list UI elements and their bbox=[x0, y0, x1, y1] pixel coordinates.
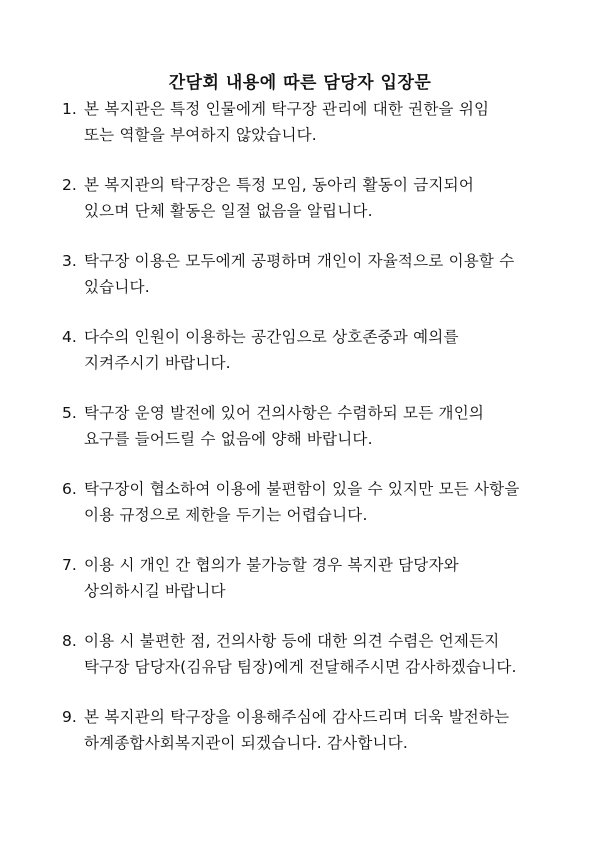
statement-item-9 bbox=[62, 704, 542, 756]
statement-item-2 bbox=[62, 172, 542, 224]
item-text-line: 다수의 인원이 이용하는 공간임으로 상호존중과 예의를 bbox=[84, 328, 459, 346]
document-title: 간담회 내용에 따른 담당자 입장문 bbox=[168, 73, 432, 93]
statement-item-6 bbox=[62, 476, 542, 528]
item-text-line: 탁구장 운영 발전에 있어 건의사항은 수렴하되 모든 개인의 bbox=[84, 404, 485, 422]
item-text-line: 탁구장이 협소하여 이용에 불편함이 있을 수 있지만 모든 사항을 bbox=[84, 480, 520, 498]
item-text-line: 본 복지관의 탁구장은 특정 모임, 동아리 활동이 금지되어 bbox=[84, 176, 474, 194]
statement-item-8 bbox=[62, 628, 542, 680]
item-number: 3. bbox=[62, 252, 77, 270]
item-text-line: 본 복지관의 탁구장을 이용해주심에 감사드리며 더욱 발전하는 bbox=[84, 708, 510, 726]
item-number: 5. bbox=[62, 404, 77, 422]
item-text-line: 지켜주시기 바랍니다. bbox=[84, 354, 231, 372]
statement-item-5 bbox=[62, 400, 542, 452]
item-text-line: 탁구장 담당자(김유담 팀장)에게 전달해주시면 감사하겠습니다. bbox=[84, 658, 517, 676]
statement-item-3 bbox=[62, 248, 542, 300]
item-text-line: 본 복지관은 특정 인물에게 탁구장 관리에 대한 권한을 위임 bbox=[84, 100, 490, 118]
item-text-line: 요구를 들어드릴 수 없음에 양해 바랍니다. bbox=[84, 430, 373, 448]
statement-item-7 bbox=[62, 552, 542, 604]
statement-item-1 bbox=[62, 96, 542, 148]
item-text-line: 있습니다. bbox=[84, 278, 150, 296]
item-text-line: 상의하시길 바랍니다 bbox=[84, 582, 226, 600]
statement-list bbox=[62, 96, 542, 780]
item-number: 9. bbox=[62, 708, 77, 726]
item-text-line: 이용 시 개인 간 협의가 불가능할 경우 복지관 담당자와 bbox=[84, 556, 459, 574]
item-text-line: 또는 역할을 부여하지 않았습니다. bbox=[84, 126, 317, 144]
item-text-line: 있으며 단체 활동은 일절 없음을 알립니다. bbox=[84, 202, 373, 220]
item-number: 1. bbox=[62, 100, 77, 118]
item-number: 6. bbox=[62, 480, 77, 498]
item-text-line: 하계종합사회복지관이 되겠습니다. 감사합니다. bbox=[84, 734, 408, 752]
statement-item-4 bbox=[62, 324, 542, 376]
item-number: 8. bbox=[62, 632, 77, 650]
item-number: 4. bbox=[62, 328, 77, 346]
item-text-line: 이용 시 불편한 점, 건의사항 등에 대한 의견 수렴은 언제든지 bbox=[84, 632, 500, 650]
item-number: 2. bbox=[62, 176, 77, 194]
item-text-line: 탁구장 이용은 모두에게 공평하며 개인이 자율적으로 이용할 수 bbox=[84, 252, 515, 270]
item-number: 7. bbox=[62, 556, 77, 574]
item-text-line: 이용 규정으로 제한을 두기는 어렵습니다. bbox=[84, 506, 368, 524]
